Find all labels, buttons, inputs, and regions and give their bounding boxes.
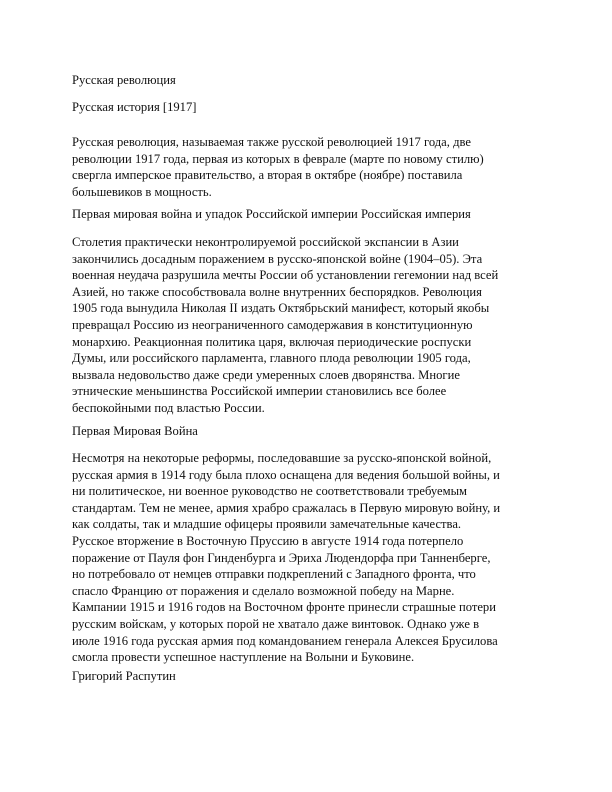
text-line: монархию. Реакционная политика царя, включая периодические роспуски: [72, 334, 472, 349]
text-line: 1905 года вынудила Николая II издать Октябрьский манифест, который якобы: [72, 301, 490, 316]
text-line: поражение от Пауля фон Гинденбурга и Эриха Людендорфа при Танненберге,: [72, 550, 491, 565]
text-line: Русская революция, называемая также русской революцией 1917 года, две: [72, 135, 471, 149]
text-line: как солдаты, так и младшие офицеры проявили замечательные качества.: [72, 517, 462, 532]
text-line: Кампании 1915 и 1916 годов на Восточном фронте принесли страшные потери: [72, 600, 496, 615]
text-line: ни политическое, ни военное руководство не соответствовали требуемым: [72, 484, 468, 499]
text-line: закончились досадным поражением в русско-японской войне (1904–05). Эта: [72, 251, 483, 266]
document-title: Русская революция: [72, 73, 176, 87]
text-line: русская армия в 1914 году была плохо оснащена для ведения большой войны, и: [72, 467, 500, 482]
text-line: русским войскам, у которых порой не хватало даже винтовок. Однако уже в: [72, 616, 480, 631]
text-line: беспокойными под властью России.: [72, 400, 265, 415]
text-line: июле 1916 года русская армия под командованием генерала Алексея Брусилова: [72, 633, 498, 648]
text-line: Азией, но также способствовала волне внутренних беспорядков. Революция: [72, 284, 482, 299]
text-line: превращал Россию из неограниченного самодержавия в конституционную: [72, 317, 473, 332]
text-line: Русское вторжение в Восточную Пруссию в августе 1914 года потерпело: [72, 533, 464, 548]
document-subtitle: Русская история [1917]: [72, 100, 197, 114]
text-line: но потребовало от немцев отправки подкреплений с Западного фронта, что: [72, 567, 476, 582]
text-line: стандартам. Тем не менее, армия храбро сражалась в Первую мировую войну, и: [72, 500, 501, 515]
text-line: смогла провести успешное наступление на Волыни и Буковине.: [72, 650, 415, 665]
section-heading-2: Первая Мировая Война: [72, 424, 198, 438]
text-line: спасло Францию от поражения и сделало возможной победу на Марне.: [72, 583, 455, 598]
text-line: Столетия практически неконтролируемой российской экспансии в Азии: [72, 235, 459, 249]
text-line: военная неудача разрушила мечты России об установлении гегемонии над всей: [72, 268, 499, 283]
section-heading-1: Первая мировая война и упадок Российской империи Российская империя: [72, 207, 471, 221]
text-line: свергла имперское правительство, а вторая в октябре (ноябре) поставила: [72, 168, 463, 183]
paragraph-3: [72, 450, 552, 666]
text-line: большевиков в мощность.: [72, 184, 212, 199]
text-line: революции 1917 года, первая из которых в феврале (марте по новому стилю): [72, 151, 484, 166]
paragraph-2: [72, 234, 552, 417]
text-line: Несмотря на некоторые реформы, последовавшие за русско-японской войной,: [72, 451, 492, 465]
paragraph-1: [72, 134, 552, 200]
text-line: Думы, или российского парламента, главного плода революции 1905 года,: [72, 351, 471, 366]
text-line: этнические меньшинства Российской империи становились все более: [72, 384, 447, 399]
text-line: вызвала недовольство даже среди умеренных слоев дворянства. Многие: [72, 367, 460, 382]
section-heading-3: Григорий Распутин: [72, 669, 176, 683]
